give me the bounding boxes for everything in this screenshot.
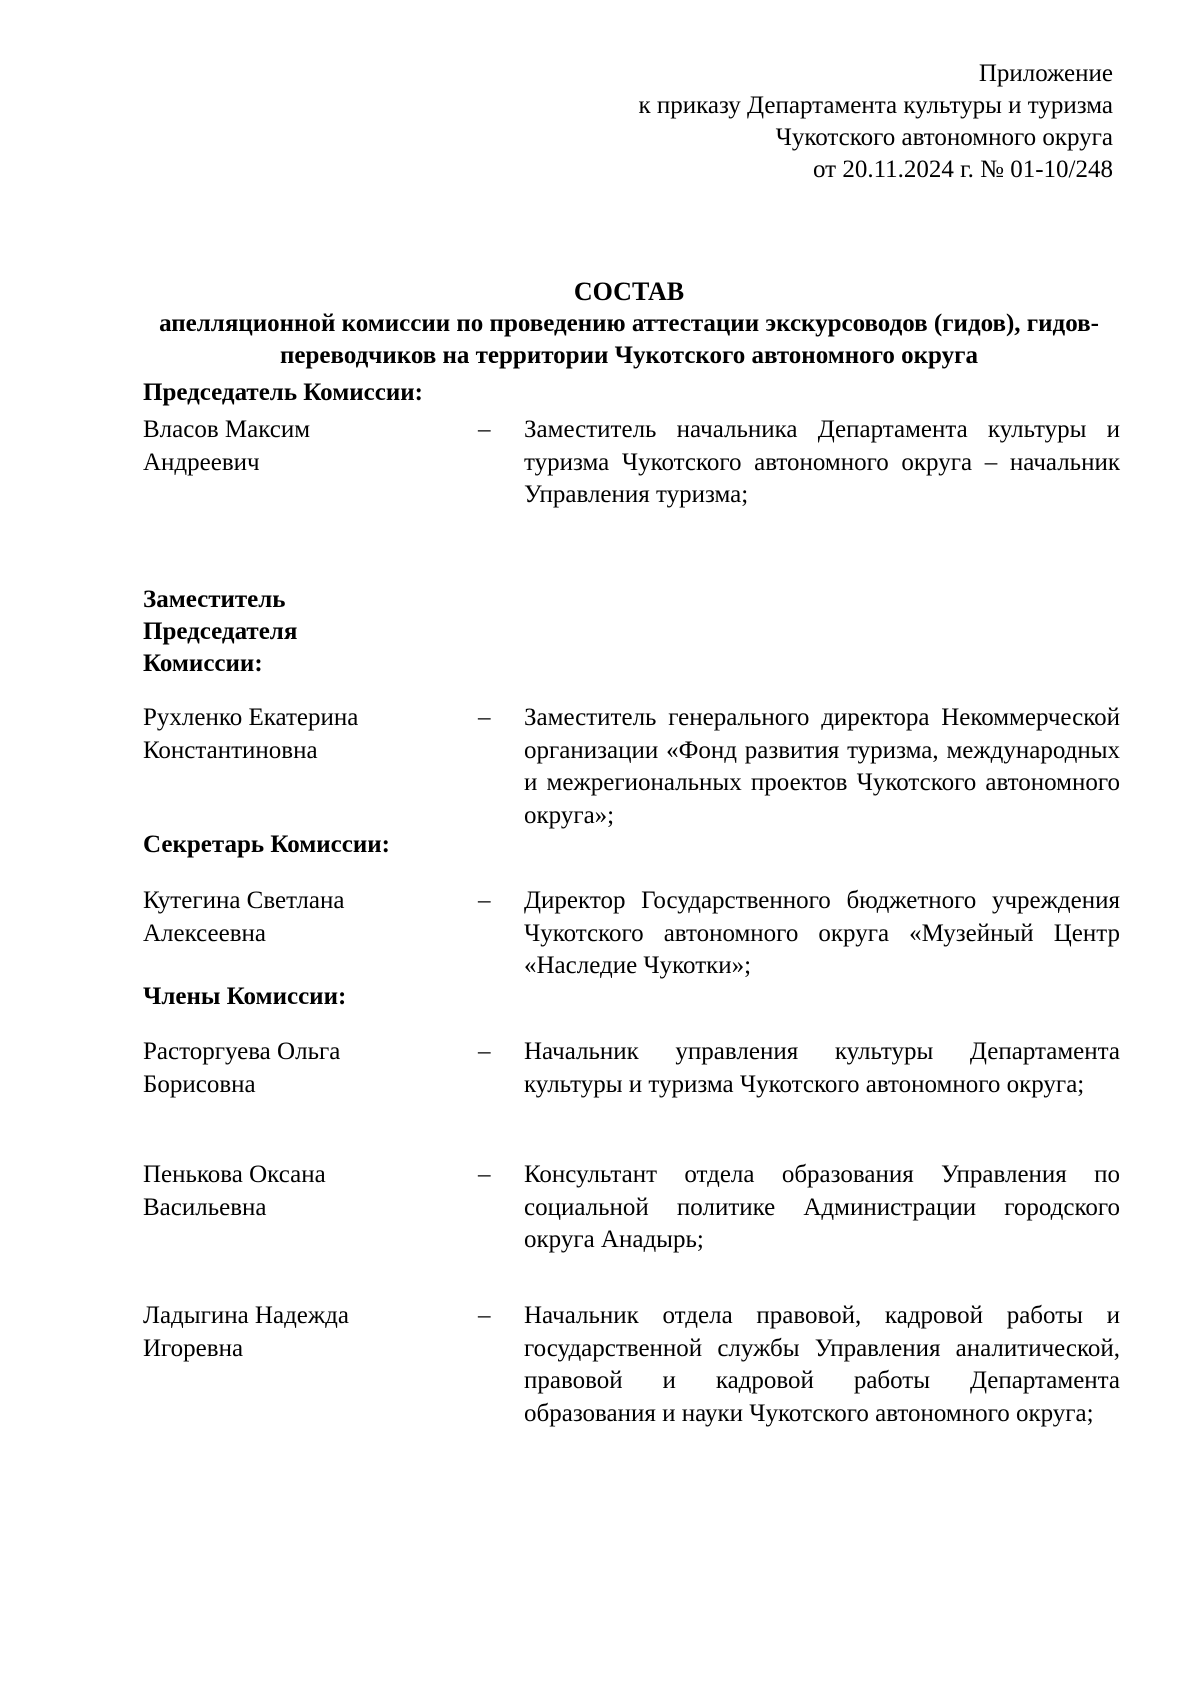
member-role: Заместитель начальника Департамента культуры и туризма Чукотского автономного округа – начальник Управления туризма;: [524, 416, 1120, 508]
appendix-order-reference: к приказу Департамента культуры и туризма: [638, 92, 1113, 119]
member-role: Директор Государственного бюджетного учреждения Чукотского автономного округа «Музейный Центр «Наследие Чукотки»;: [524, 887, 1120, 979]
member-name: Власов Максим Андреевич: [143, 416, 311, 476]
section-heading-members: Члены Комиссии:: [143, 983, 347, 1010]
member-name: Рухленко Екатерина Константиновна: [143, 704, 359, 764]
document-subtitle: апелляционной комиссии по проведению аттестации экскурсоводов (гидов), гидов-переводчиков на территории Чукотского автономного округа: [159, 310, 1099, 369]
member-role: Заместитель генерального директора Некоммерческой организации «Фонд развития туризма, международных и межрегиональных проектов Чукотского автономного округа»;: [524, 704, 1120, 829]
member-dash: –: [478, 704, 491, 731]
appendix-label: Приложение: [978, 60, 1113, 87]
member-role: Начальник отдела правовой, кадровой работы и государственной службы Управления аналитической, правовой и кадровой работы Департамента образования и науки Чукотского автономного округа;: [524, 1302, 1120, 1427]
member-dash: –: [478, 1161, 491, 1188]
section-heading-deputy: Заместитель Председателя Комиссии:: [143, 586, 298, 677]
member-dash: –: [478, 1038, 491, 1065]
section-heading-secretary: Секретарь Комиссии:: [143, 831, 390, 858]
appendix-order-date-number: от 20.11.2024 г. № 01-10/248: [813, 156, 1113, 183]
member-name: Ладыгина Надежда Игоревна: [143, 1302, 349, 1362]
member-name: Кутегина Светлана Алексеевна: [143, 887, 345, 947]
member-dash: –: [478, 416, 491, 443]
document-title-block: [130, 276, 1128, 372]
member-role: Консультант отдела образования Управления по социальной политике Администрации городского округа Анадырь;: [524, 1161, 1120, 1253]
member-name: Пенькова Оксана Васильевна: [143, 1161, 326, 1221]
member-dash: –: [478, 1302, 491, 1329]
document-title: СОСТАВ: [573, 277, 685, 306]
member-role: Начальник управления культуры Департамента культуры и туризма Чукотского автономного округа;: [524, 1038, 1120, 1098]
appendix-region: Чукотского автономного округа: [775, 124, 1113, 151]
section-heading-chair: Председатель Комиссии:: [143, 379, 423, 406]
member-dash: –: [478, 887, 491, 914]
appendix-header: [638, 58, 1113, 186]
member-name: Расторгуева Ольга Борисовна: [143, 1038, 341, 1098]
